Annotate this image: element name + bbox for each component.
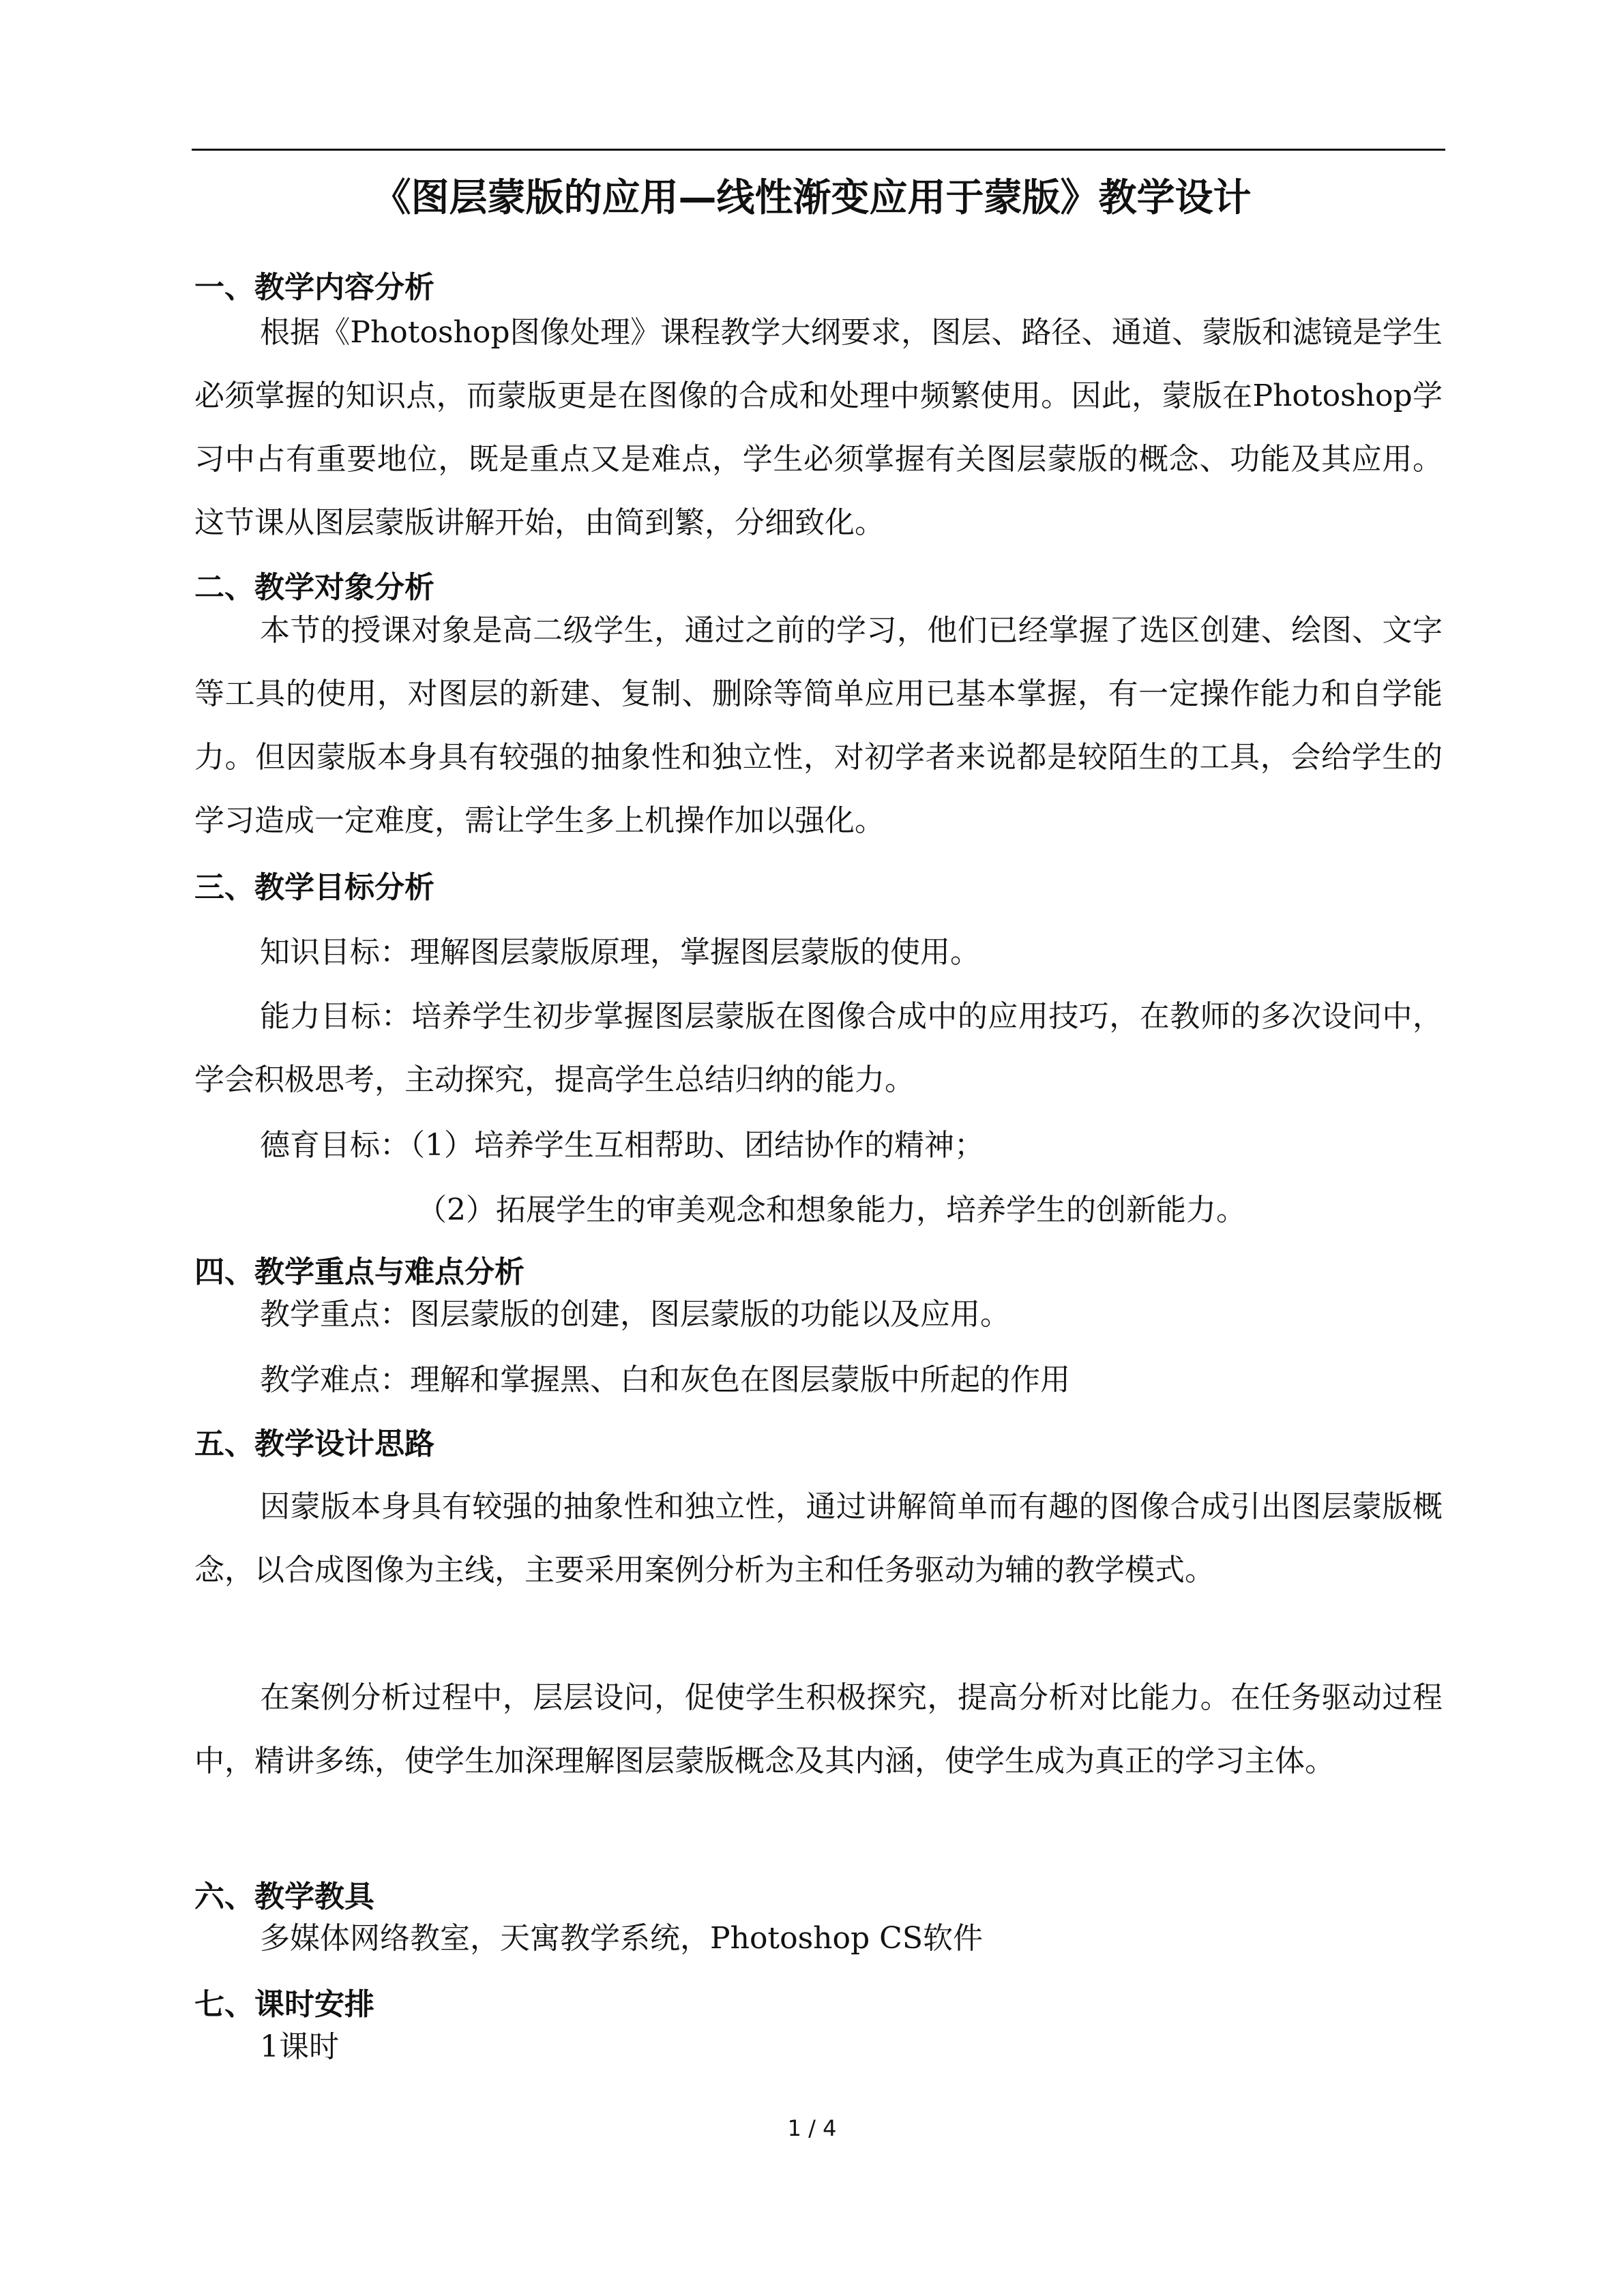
section-heading-schedule: 七、课时安排 [194,1987,374,2022]
document-title: 《图层蒙版的应用—线性渐变应用于蒙版》教学设计 [372,176,1252,220]
section-heading-student-analysis: 二、教学对象分析 [194,570,434,605]
section-heading-tools: 六、教学教具 [194,1879,374,1914]
page-number: 1 / 4 [787,2115,837,2141]
objective-knowledge: 知识目标：理解图层蒙版原理，掌握图层蒙版的使用。 [260,935,980,970]
design-paragraph-1: 因蒙版本身具有较强的抽象性和独立性，通过讲解简单而有趣的图像合成引出图层蒙版概念，以合成图像为主线，主要采用案例分析为主和任务驱动为辅的教学模式。 [194,1489,1443,1587]
design-paragraph-2: 在案例分析过程中，层层设问，促使学生积极探究，提高分析对比能力。在任务驱动过程中，精讲多练，使学生加深理解图层蒙版概念及其内涵，使学生成为真正的学习主体。 [194,1680,1443,1778]
section-heading-design: 五、教学设计思路 [194,1427,434,1461]
objective-moral-1: 德育目标：（1）培养学生互相帮助、团结协作的精神； [260,1128,984,1163]
schedule-text: 1课时 [260,2029,339,2064]
section-heading-content-analysis: 一、教学内容分析 [194,270,434,305]
section-text-content-analysis: 根据《Photoshop图像处理》课程教学大纲要求，图层、路径、通道、蒙版和滤镜是学生必须掌握的知识点，而蒙版更是在图像的合成和处理中频繁使用。因此，蒙版在Photoshop学习中占有重要地位，既是重点又是难点，学生必须掌握有关图层蒙版的概念、功能及其应用。这节课从图层蒙版讲解开始，由简到繁，分细致化。 [194,315,1443,540]
section-heading-key-points: 四、教学重点与难点分析 [194,1255,525,1289]
objective-moral-2: （2）拓展学生的审美观念和想象能力，培养学生的创新能力。 [417,1193,1246,1227]
tools-text: 多媒体网络教室，天寓教学系统，Photoshop CS软件 [260,1921,983,1956]
section-text-student-analysis: 本节的授课对象是高二级学生，通过之前的学习，他们已经掌握了选区创建、绘图、文字等工具的使用，对图层的新建、复制、删除等简单应用已基本掌握，有一定操作能力和自学能力。但因蒙版本身具有较强的抽象性和独立性，对初学者来说都是较陌生的工具，会给学生的学习造成一定难度，需让学生多上机操作加以强化。 [194,613,1443,838]
key-point-focus: 教学重点：图层蒙版的创建，图层蒙版的功能以及应用。 [260,1297,1010,1332]
key-point-difficulty: 教学难点：理解和掌握黑、白和灰色在图层蒙版中所起的作用 [260,1362,1070,1397]
objective-ability: 能力目标：培养学生初步掌握图层蒙版在图像合成中的应用技巧，在教师的多次设问中，学会积极思考，主动探究，提高学生总结归纳的能力。 [194,999,1443,1097]
header-rule [192,149,1445,151]
section-heading-objectives: 三、教学目标分析 [194,870,434,905]
